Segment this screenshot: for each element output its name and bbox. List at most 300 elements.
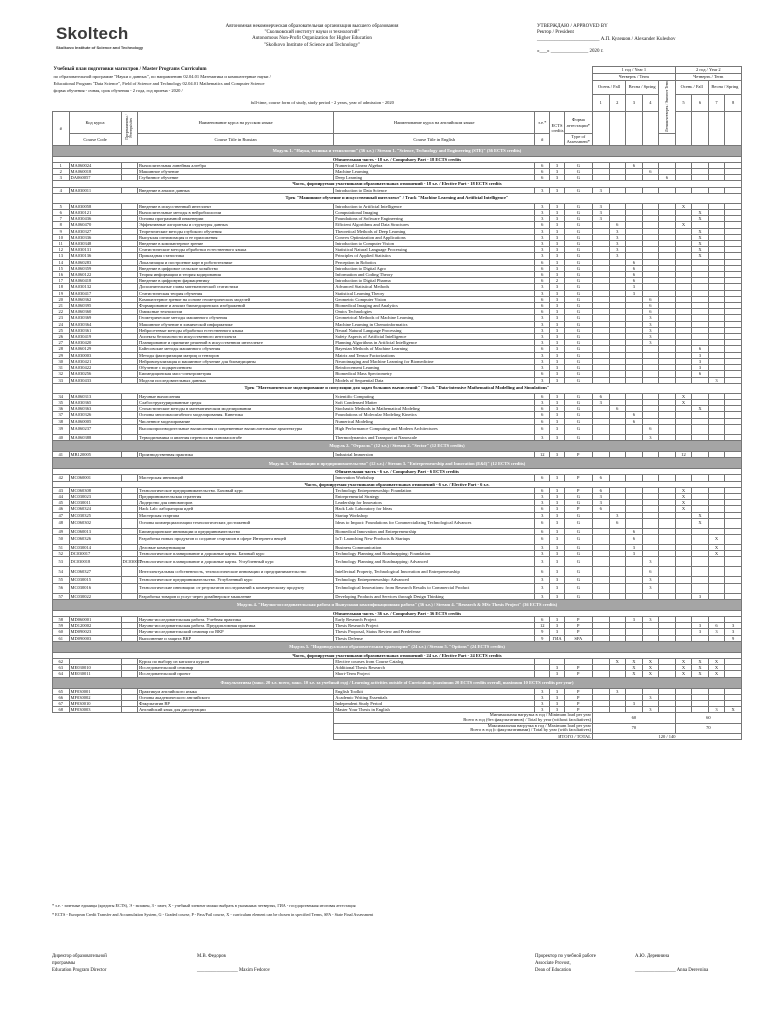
course-title-en: Stochastic Methods in Mathematical Modeling [334, 406, 535, 412]
course-code: MC030015 [69, 577, 121, 583]
assessment-type: G [564, 577, 592, 583]
course-title-en: Geometrical Methods of Machine Learning [334, 315, 535, 321]
term-cell: 6 [642, 567, 659, 577]
course-code: MC060308 [69, 487, 121, 493]
track-ml-ai-header: Трек "Машинное обучение и искусственный интеллект" / Track "Machine Learning and Artificial Intelligence" [53, 193, 742, 203]
row-number: 64 [53, 671, 70, 677]
course-title-en: Models of Sequential Data [334, 377, 535, 383]
course-title-ru: Исследовательский проект [138, 671, 334, 677]
row-number: 35 [53, 399, 70, 405]
course-title-en: Soft Condensed Matter [334, 399, 535, 405]
row-number: 21 [53, 303, 70, 309]
row-number: 52 [53, 551, 70, 557]
course-code: MF030010 [69, 701, 121, 707]
course-title-ru: Курсы по выбору из каталога курсов [138, 658, 334, 664]
max-load-row [53, 723, 742, 733]
row-number: 37 [53, 412, 70, 418]
credits: 3 [535, 544, 550, 550]
max-load-row-year1: 70 [593, 723, 676, 733]
assessment-type: G [564, 557, 592, 567]
ects: 3 [550, 393, 564, 399]
term-cell: X [675, 665, 692, 671]
assessment-type: G [564, 315, 592, 321]
credits: 6 [535, 303, 550, 309]
term-cell [692, 424, 709, 434]
row-number: 57 [53, 593, 70, 599]
row-number: 68 [53, 707, 70, 713]
course-code: MF030001 [69, 688, 121, 694]
course-title-ru: Численное моделирование [138, 418, 334, 424]
assessment-type: G [564, 340, 592, 346]
course-title-ru: Эффективные алгоритмы и структуры данных [138, 222, 334, 228]
course-code: MC030325 [69, 512, 121, 518]
term-cell [725, 567, 742, 577]
term-cell: X [708, 665, 725, 671]
course-title-ru: Дополнительные главы математической статистики [138, 284, 334, 290]
course-code: MD060001 [69, 616, 121, 622]
term-cell: 6 [609, 518, 626, 528]
fall-header-y1: Осень / Fall [593, 81, 626, 95]
course-code: MA030419 [69, 334, 121, 340]
credits: 3 [535, 203, 550, 209]
course-code: DC030018 [69, 557, 121, 567]
credits: 6 [535, 296, 550, 302]
term-cell: 12 [675, 451, 692, 457]
term-cell [593, 557, 610, 567]
ects: 2 [550, 278, 564, 284]
term-cell [609, 583, 626, 593]
course-title-en: Omics Technologies [334, 309, 535, 315]
term-blank-header [708, 112, 725, 146]
course-title-ru: Нейросетевые методы обработки естественного языка [138, 327, 334, 333]
assessment-type: G [564, 210, 592, 216]
assessment-type: G [564, 327, 592, 333]
ects: 3 [550, 694, 564, 700]
term-cell: 3 [626, 284, 643, 290]
facultatives-header: Факультативы (макс. 20 з.е. всего, макс. 10 з.е. за учебный год) / Learning activities outside of Curriculum (maximum 20 ECTS credits overall, maximum 10 ECTS credits per year) [53, 677, 742, 688]
ects: 3 [550, 253, 564, 259]
ects: 3 [550, 707, 564, 713]
term-cell: 3 [609, 234, 626, 240]
ects: 3 [550, 623, 564, 629]
course-title-en: Ideas to Impact: Foundations for Commercializing Technological Advances [334, 518, 535, 528]
course-title-ru: Научные вычисления [138, 393, 334, 399]
ects: 3 [550, 487, 564, 493]
course-title-ru: Стохастические методы в математическом моделировании [138, 406, 334, 412]
assessment-type: G [564, 265, 592, 271]
ects: 3 [550, 203, 564, 209]
ects: 3 [550, 222, 564, 228]
credits: 3 [535, 340, 550, 346]
term-cell [725, 534, 742, 544]
assessment-type: G [564, 352, 592, 358]
course-title-ru: Введение в компьютерное зрение [138, 241, 334, 247]
term-cell: X [626, 671, 643, 677]
module-1-header: Модуль 1. "Наука, техника и технологии" (36 з.е.) / Stream 1. "Science, Technology and Engineering (STE)" (36 ECTS credits) [53, 145, 742, 156]
course-title-ru: Биомедицинская масс-спектрометрия [138, 371, 334, 377]
assessment-type: P [564, 487, 592, 493]
term-cell: 3 [626, 701, 643, 707]
row-number: 34 [53, 393, 70, 399]
term-blank-header [642, 112, 659, 146]
row-number: 45 [53, 500, 70, 506]
course-title-en: Early Research Project [334, 616, 535, 622]
ects: 3 [550, 567, 564, 577]
term-cell: 6 [659, 175, 676, 181]
term-cell: X [675, 506, 692, 512]
course-title-en: Additional Thesis Research [334, 665, 535, 671]
credits: 3 [535, 701, 550, 707]
footnotes [52, 901, 742, 919]
assessment-type: G [564, 175, 592, 181]
credits: 3 [535, 241, 550, 247]
term-cell: X [642, 658, 659, 664]
term-cell [708, 567, 725, 577]
course-code: MA030256 [69, 371, 121, 377]
row-number: 55 [53, 577, 70, 583]
row-number: 4 [53, 187, 70, 193]
term-cell: 3 [609, 228, 626, 234]
course-title-ru: Исследовательский семинар [138, 665, 334, 671]
credits: 6 [535, 424, 550, 434]
course-code: MA060129 [69, 346, 121, 352]
row-number: 32 [53, 371, 70, 377]
assessment-type: G [564, 544, 592, 550]
term-1: 1 [593, 95, 610, 112]
term-cell: 6 [609, 222, 626, 228]
course-title-en: Introduction to Artificial Intelligence [334, 203, 535, 209]
row-number: 31 [53, 365, 70, 371]
assessment-type: G [564, 321, 592, 327]
credits: 6 [535, 534, 550, 544]
course-code: MC060001 [69, 475, 121, 481]
signature-program-director: Директор образовательной программы Education Program Director М.В. Федоров _________________ Maxim Fedorov [52, 954, 271, 973]
assessment-type: G [564, 500, 592, 506]
summer-term-header: Летняя четверть / Summer Term [664, 81, 669, 132]
assessment-type: P [564, 707, 592, 713]
course-title-ru: Вычислительная линейная алгебра [138, 162, 334, 168]
course-title-en: Statistical Natural Language Processing [334, 247, 535, 253]
course-code: MA030420 [69, 340, 121, 346]
ects: 3 [550, 303, 564, 309]
row-number: 51 [53, 544, 70, 550]
course-title-ru: Hack Lab: лаборатория идей [138, 506, 334, 512]
ects: 3 [550, 352, 564, 358]
plan-info-line-4: full-time, course form of study, study period - 2 years, year of admission - 2020 [250, 100, 394, 106]
course-title-en: Introduction to Data Science [334, 187, 535, 193]
course-title-ru: Технологическое предпринимательство. Базовый курс [138, 487, 334, 493]
course-title-ru: Нейровизуализация и машинное обучение для биомедицины [138, 358, 334, 364]
term-cell [609, 567, 626, 577]
course-row [53, 518, 742, 528]
course-title-en: Biomedical Mass Spectrometry [334, 371, 535, 377]
term-cell: 3 [593, 493, 610, 499]
course-code: MA030364 [69, 321, 121, 327]
term-cell: 3 [593, 399, 610, 405]
course-title-en: Machine Learning in Chemoinformatics [334, 321, 535, 327]
credits: 6 [535, 169, 550, 175]
credits: 3 [535, 377, 550, 383]
term-cell: 6 [593, 393, 610, 399]
assessment-type: G [564, 162, 592, 168]
ects: 3 [550, 593, 564, 599]
term-5: 5 [675, 95, 692, 112]
course-code: MA030417 [69, 290, 121, 296]
ects: 3 [550, 334, 564, 340]
assessment-type: G [564, 412, 592, 418]
term-cell: 6 [642, 296, 659, 302]
assessment-type: G [564, 567, 592, 577]
row-number: 38 [53, 418, 70, 424]
signature-dean: Проректор по учебной работе Associate Provost, Dean of Education А.Ю. Деревнина _________________ Anna Derevnina [535, 954, 709, 973]
course-title-en: Industrial Immersion [334, 451, 535, 457]
max-load-row-year2: 70 [675, 723, 741, 733]
term-blank-header [626, 112, 643, 146]
term-cell: 6 [642, 309, 659, 315]
term-cell: 3 [642, 434, 659, 440]
course-title-ru: Лидерство для инноваторов [138, 500, 334, 506]
course-title-ru: Биомедицинские инновации и предпринимательство [138, 528, 334, 534]
row-number: 40 [53, 434, 70, 440]
row-number: 17 [53, 278, 70, 284]
course-title-ru: Введение в искусственный интеллект [138, 203, 334, 209]
credits: 3 [535, 321, 550, 327]
course-code: ME030011 [69, 671, 121, 677]
credits: 3 [535, 493, 550, 499]
term-cell [725, 583, 742, 593]
term-cell [626, 583, 643, 593]
credits: 6 [535, 487, 550, 493]
term-cell [659, 518, 676, 528]
credits: 6 [535, 518, 550, 528]
term-cell: X [708, 544, 725, 550]
max-load-row-label: Максимальная нагрузка в год / Maximum load per year Всего в год (с факультативами) / Total by year (with facultatives) [334, 723, 593, 733]
ects: 3 [550, 377, 564, 383]
course-code: MC030022 [69, 593, 121, 599]
course-code: MA030365 [69, 399, 121, 405]
credits: 6 [535, 567, 550, 577]
term-cell: 6 [626, 412, 643, 418]
course-code: MA030436 [69, 216, 121, 222]
course-title-en: Neuroimaging and Machine Learning for Biomedicine [334, 358, 535, 364]
track-modelling-header: Трек "Математическое моделирование и симуляции для задач больших вычислений" / Track "Data-intensive Mathematical Modelling and Simulations" [53, 383, 742, 393]
course-title-en: Technological Innovations: from Research Results to Commercial Product [334, 583, 535, 593]
module-3-header: Модуль 3. "Инновации и предпринимательство" (12 з.е.) / Stream 3. "Entrepreneurship and Innovation (E&I)" (12 ECTS credits) [53, 458, 742, 469]
ects: 3 [550, 512, 564, 518]
col-prereq-header: Пререквизиты / Prerequisites [121, 112, 138, 146]
course-title-ru: Деловые коммуникации [138, 544, 334, 550]
term-cell [675, 567, 692, 577]
term-cell: 3 [593, 187, 610, 193]
course-title-en: Computational Imaging [334, 210, 535, 216]
row-number: 39 [53, 424, 70, 434]
ects: 3 [550, 321, 564, 327]
assessment-type: G [564, 371, 592, 377]
term-cell: 3 [642, 315, 659, 321]
course-title-en: Intellectual Property, Technological Innovation and Entrepreneurship [334, 567, 535, 577]
credits: 3 [535, 358, 550, 364]
course-code: MA060018 [69, 169, 121, 175]
term-cell [725, 518, 742, 528]
module-5-elective: Часть, формируемая участниками образовательных отношений - 24 з.е. / Elective Part - 24 ECTS credits [53, 652, 742, 658]
credits: 3 [535, 352, 550, 358]
credits: 9 [535, 629, 550, 635]
plan-info-line-2: Educational Program "Data Science", Field of Science and Technology 02.04.01 Mathematics and Computer Science [53, 81, 265, 87]
term-cell: 3 [708, 707, 725, 713]
term-cell [659, 557, 676, 567]
course-title-ru: Компьютерное зрение на основе геометрических моделей [138, 296, 334, 302]
ects: 3 [550, 340, 564, 346]
ects: 3 [550, 506, 564, 512]
term-cell: X [692, 406, 709, 412]
course-title-en: Introduction to Digital Agro [334, 265, 535, 271]
credits: 6 [535, 222, 550, 228]
assessment-type: P [564, 623, 592, 629]
assessment-type: G [564, 534, 592, 544]
ects: 3 [550, 528, 564, 534]
credits: 3 [535, 434, 550, 440]
term-cell: X [675, 203, 692, 209]
assessment-type: P [564, 629, 592, 635]
course-title-en: Technology Planning and Roadmapping: Advanced [334, 557, 535, 567]
term-blank-header [725, 112, 742, 146]
course-code: MC060326 [69, 534, 121, 544]
term-cell: X [708, 658, 725, 664]
term-cell [642, 518, 659, 528]
assessment-type: P [564, 694, 592, 700]
course-title-en: Deep Learning [334, 175, 535, 181]
assessment-type: G [564, 512, 592, 518]
col-code-en-header: Course Code [69, 134, 121, 145]
course-code: MA030361 [69, 327, 121, 333]
course-title-en: Technology Entrepreneurship: Foundation [334, 487, 535, 493]
plan-info-line-1: по образовательной программе "Науки о данных", по направлению 02.04.01 Математика и компьютерные науки / [53, 74, 271, 80]
row-number: 66 [53, 694, 70, 700]
assessment-type: SFA [564, 635, 592, 641]
term-cell [708, 424, 725, 434]
row-number: 24 [53, 321, 70, 327]
min-load-row-year2: 60 [675, 713, 741, 723]
term-cell: 6 [593, 475, 610, 481]
assessment-type: G [564, 346, 592, 352]
ects: 3 [550, 451, 564, 457]
row-number: 42 [53, 475, 70, 481]
assessment-type: G [564, 303, 592, 309]
assessment-type: G [564, 551, 592, 557]
row-number: 15 [53, 265, 70, 271]
course-row [53, 583, 742, 593]
module-3-compulsory: Обязательная часть - 6 з.е. / Compulsory Part - 6 ECTS credits [53, 469, 742, 475]
term-cell: 6 [626, 534, 643, 544]
course-title-en: Innovation Workshop [334, 475, 535, 481]
course-code: MA060395 [69, 303, 121, 309]
term-cell: 3 [609, 688, 626, 694]
assessment-type: P [564, 671, 592, 677]
row-number: 30 [53, 358, 70, 364]
row-number: 56 [53, 583, 70, 593]
course-row [53, 557, 742, 567]
col-ects-header: ECTS credits [550, 112, 564, 146]
course-title-ru: Прикладная статистика [138, 253, 334, 259]
term-cell: 6 [609, 406, 626, 412]
assessment-type: P [564, 506, 592, 512]
ects: 3 [550, 701, 564, 707]
assessment-type: G [564, 334, 592, 340]
course-title-en: Efficient Algorithms and Data Structures [334, 222, 535, 228]
row-number: 62 [53, 658, 70, 664]
assessment-type: G [564, 399, 592, 405]
course-title-en: Business Communication [334, 544, 535, 550]
credits: 6 [535, 528, 550, 534]
credits: 3 [535, 577, 550, 583]
term-cell: X [675, 658, 692, 664]
course-title-ru: Разработка товаров и услуг через дизайнерское мышление [138, 593, 334, 599]
row-number: 29 [53, 352, 70, 358]
course-title-ru: Аспекты безопасности искусственного интеллекта [138, 334, 334, 340]
row-number: 13 [53, 253, 70, 259]
ects: ГИА [550, 635, 564, 641]
credits: 3 [535, 694, 550, 700]
term-cell: 3 [593, 500, 610, 506]
row-number: 11 [53, 241, 70, 247]
row-number: 14 [53, 259, 70, 265]
row-number: 46 [53, 506, 70, 512]
term-cell: 3 [642, 321, 659, 327]
course-title-ru: Локализация и построение карт в робототехнике [138, 259, 334, 265]
ects: 3 [550, 234, 564, 240]
course-code: MC030023 [69, 493, 121, 499]
course-title-ru: Интеллектуальная собственность, технологические инновации и предпринимательство [138, 567, 334, 577]
term-cell: 3 [642, 340, 659, 346]
course-title-en: Entrepreneurial Strategy [334, 493, 535, 499]
term-cell: 3 [708, 377, 725, 383]
year1-header: 1 год / Year 1 [593, 67, 676, 74]
term-cell: 6 [692, 346, 709, 352]
term-cell [609, 557, 626, 567]
assessment-type: G [564, 434, 592, 440]
row-number: 59 [53, 623, 70, 629]
credits: 6 [535, 346, 550, 352]
term-cell: 3 [692, 623, 709, 629]
ects: 3 [550, 327, 564, 333]
course-title-ru: Омиксные технологии [138, 309, 334, 315]
prerequisite [121, 518, 138, 528]
course-title-ru: Основы программной инженерии [138, 216, 334, 222]
year2-header: 2 год / Year 2 [675, 67, 741, 74]
ects: 3 [550, 665, 564, 671]
col-code-header: Код курса [69, 112, 121, 134]
term-cell: 3 [626, 290, 643, 296]
course-title-en: Bayesian Methods of Machine Learning [334, 346, 535, 352]
course-title-en: Thesis Defense [334, 635, 535, 641]
term-cell: X [692, 241, 709, 247]
module-2-header: Модуль 2. "Отрасль" (12 з.е.) / Stream 2. "Sector" (12 ECTS credits) [53, 440, 742, 451]
course-code: MA030132 [69, 284, 121, 290]
row-number: 7 [53, 216, 70, 222]
course-title-en: High Performance Computing and Modern Architectures [334, 424, 535, 434]
term-cell: 9 [725, 635, 742, 641]
term-cell: X [708, 551, 725, 557]
ects: 3 [550, 671, 564, 677]
ects: 3 [550, 175, 564, 181]
credits: 3 [535, 365, 550, 371]
credits: 12 [535, 623, 550, 629]
ects: 3 [550, 583, 564, 593]
course-title-en: Hack Lab: Laboratory for Ideas [334, 506, 535, 512]
course-title-en: Principles of Applied Statistics [334, 253, 535, 259]
credits: 3 [535, 593, 550, 599]
ects: 3 [550, 290, 564, 296]
